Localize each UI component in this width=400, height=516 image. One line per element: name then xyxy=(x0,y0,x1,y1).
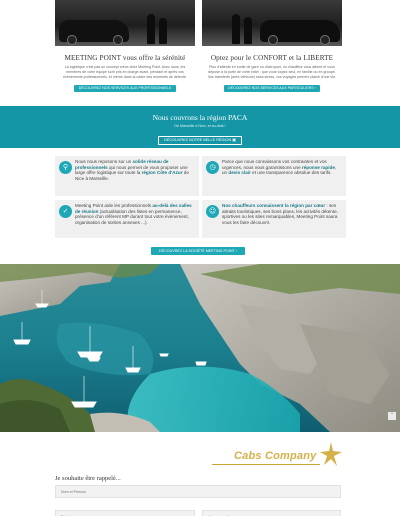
region-button[interactable] xyxy=(158,136,242,145)
thumbs-up-icon: ✓ xyxy=(59,205,72,218)
feature-bold: au-delà des salles de réunion xyxy=(75,203,192,214)
service-pro xyxy=(55,0,195,97)
map-icon: ▣ xyxy=(232,138,236,142)
pro-photo xyxy=(55,0,195,46)
society-button-label: DÉCOUVREZ LA SOCIÉTÉ MEETING POINT xyxy=(158,249,235,253)
particulier-photo xyxy=(202,0,342,46)
person-shape xyxy=(147,14,155,44)
person-shape xyxy=(232,14,240,44)
wheel-shape xyxy=(67,35,77,45)
feature-text-part: et une transparence absolue des tarifs. xyxy=(250,170,332,176)
particulier-services-button-label: DÉCOUVREZ NOS SERVICES AUX PARTICULIERS xyxy=(228,86,314,90)
particulier-title: Optez pour le CONFORT et la LIBERTE xyxy=(210,54,334,62)
particulier-services-button[interactable] xyxy=(224,85,320,92)
feature-bold: devis clair xyxy=(228,170,251,176)
feature-bold: région Côte d'Azur xyxy=(141,170,183,176)
logo-text: Cabs Company xyxy=(234,450,317,462)
cabs-company-logo xyxy=(212,442,342,470)
wheel-shape xyxy=(320,35,330,45)
chevron-up-icon: ˄ xyxy=(390,413,394,419)
chevron-right-icon: › xyxy=(124,93,126,97)
services-section xyxy=(0,0,400,106)
name-field[interactable] xyxy=(55,485,341,498)
pro-title: MEETING POINT vous offre la sérénité xyxy=(64,54,186,62)
feature-text-part: Nous nous reposons sur un xyxy=(75,159,133,164)
scroll-to-top-button[interactable] xyxy=(388,412,396,420)
feature-text-part: de Nice à Marseille. xyxy=(75,170,189,181)
banner-title: Nous couvrons la région PACA xyxy=(152,113,248,122)
feature-text xyxy=(75,203,195,225)
feature-bold: Nos chauffeurs connaissent la région par cœur xyxy=(222,203,326,208)
callback-section xyxy=(0,432,400,516)
region-button-label: DÉCOUVREZ NOTRE BELLE RÉGION xyxy=(164,138,232,142)
society-button[interactable] xyxy=(151,247,245,255)
landscape-svg xyxy=(0,264,400,432)
feature-bold: solide réseau de professionnels xyxy=(75,159,169,170)
feature-text-part: : ses attraits touristiques, ses bons plans, les activités détente, sportives ou les sites remarquables, Meeting Point saura vous les faire découvrir. xyxy=(222,203,338,225)
feature-text-part: Meeting Point aide les professionnels xyxy=(75,203,153,208)
feature-text-part: qui nous permet de vous proposer une large offre logistique sur toute la xyxy=(75,164,188,176)
feature-professionals xyxy=(55,200,199,238)
service-particulier xyxy=(202,0,342,92)
feature-text xyxy=(75,159,195,181)
feature-rapid xyxy=(202,156,346,196)
pro-services-button-label: DÉCOUVREZ NOS SERVICES AUX PROFESSIONNELS xyxy=(78,86,172,90)
wheel-shape xyxy=(268,35,278,45)
handshake-icon: ☺ xyxy=(206,205,219,218)
feature-text-part: (actualisation des listes en permanence, présence d'un référent MP durant tout votre évènement, organisation de sorties annexes ...). xyxy=(75,208,189,225)
feature-text xyxy=(222,159,342,176)
feature-text-part: , un xyxy=(222,164,337,176)
pro-text: La logistique n'est pas un concept creux chez Meeting Point. Avec nous, les membres de votre équipe sont pris en charge avant, pendant et après vos évènements professionnels, et même dans la cadre des moments de détente. xyxy=(63,65,187,79)
clock-icon: ◷ xyxy=(206,161,219,174)
chevron-right-icon: › xyxy=(314,86,316,90)
chevron-right-icon: › xyxy=(235,249,237,253)
feature-text xyxy=(222,203,342,225)
particulier-text: Plus d'attente en sortie de gare ou d'aéroport, un chauffeur vous attend et vous dépose à la porte de votre hôtel ; que vous voyiez seul, en famille ou en groupe. Vos transferts (avec véhicule) sans stress, vos voyages prendre plaisir d'une vie. xyxy=(207,65,337,79)
form-title: Je souhaite être rappelé... xyxy=(55,475,121,482)
person-shape xyxy=(159,18,167,44)
calanque-landscape-image xyxy=(0,264,400,432)
star-icon xyxy=(320,442,342,466)
person-shape xyxy=(244,17,252,44)
phone-field[interactable] xyxy=(55,510,195,516)
pro-services-button[interactable] xyxy=(74,85,176,97)
features-section xyxy=(0,148,400,264)
wheel-shape xyxy=(113,35,123,45)
feature-network xyxy=(55,156,199,196)
banner-subtitle: De Marseille à Nice, et au-delà ! xyxy=(174,124,226,128)
email-field[interactable] xyxy=(202,510,341,516)
feature-text-part: Parce que nous connaissons vos contraintes et vos urgences, nous vous garantissons une xyxy=(222,159,327,170)
share-icon: ⚲ xyxy=(59,161,72,174)
region-banner xyxy=(0,106,400,148)
logo-underline xyxy=(212,464,320,465)
feature-bold: réponse rapide xyxy=(301,164,335,170)
feature-drivers xyxy=(202,200,346,238)
